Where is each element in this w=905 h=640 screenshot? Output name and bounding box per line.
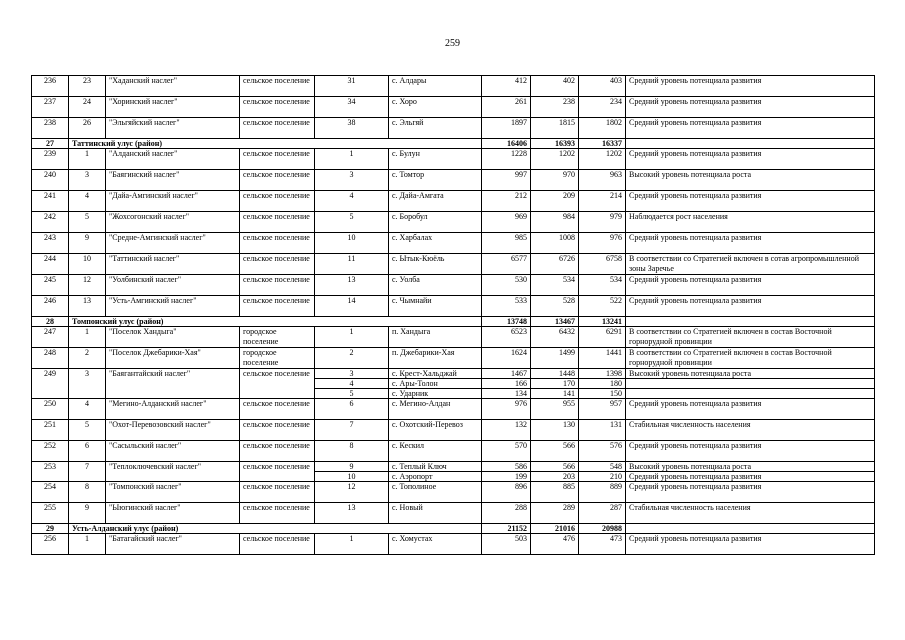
- row-number: 251: [32, 420, 69, 441]
- note: Средний уровень потенциала развития: [626, 118, 875, 139]
- settlement-code: 6: [315, 399, 389, 420]
- value-2: 970: [531, 170, 579, 191]
- value-3: 210: [579, 472, 626, 482]
- row-number: 250: [32, 399, 69, 420]
- value-1: 412: [482, 76, 531, 97]
- municipality-name: "Баягантайский наслег": [106, 369, 240, 399]
- value-1: 212: [482, 191, 531, 212]
- row-number: 237: [32, 97, 69, 118]
- note: Средний уровень потенциала развития: [626, 482, 875, 503]
- value-3: 214: [579, 191, 626, 212]
- value-3: 234: [579, 97, 626, 118]
- settlement-name: с. Хоро: [389, 97, 482, 118]
- settlement-code: 34: [315, 97, 389, 118]
- value-1: 969: [482, 212, 531, 233]
- settlement-code: 2: [315, 348, 389, 369]
- note: Средний уровень потенциала развития: [626, 399, 875, 420]
- municipality-name: "Батагайский наслег": [106, 534, 240, 555]
- municipality-type: сельское поселение: [240, 399, 315, 420]
- value-3: 534: [579, 275, 626, 296]
- value-1: 166: [482, 379, 531, 389]
- settlements-table: [31, 75, 875, 555]
- municipality-type: сельское поселение: [240, 97, 315, 118]
- table-row: [32, 420, 875, 441]
- value-3: 473: [579, 534, 626, 555]
- group-title: Таттинский улус (район): [69, 139, 482, 149]
- value-1: 896: [482, 482, 531, 503]
- settlement-name: с. Дайа-Амгата: [389, 191, 482, 212]
- value-1: 586: [482, 462, 531, 472]
- value-3: 522: [579, 296, 626, 317]
- municipality-name: "Баягинский наслег": [106, 170, 240, 191]
- settlement-name: с. Алдары: [389, 76, 482, 97]
- table-row: [32, 503, 875, 524]
- table-row: [32, 254, 875, 275]
- municipality-type: сельское поселение: [240, 254, 315, 275]
- municipality-type: сельское поселение: [240, 482, 315, 503]
- value-3: 979: [579, 212, 626, 233]
- local-number: 12: [69, 275, 106, 296]
- value-3: 1202: [579, 149, 626, 170]
- municipality-name: "Мегино-Алданский наслег": [106, 399, 240, 420]
- value-3: 287: [579, 503, 626, 524]
- settlement-code: 14: [315, 296, 389, 317]
- municipality-name: "Сасыльский наслег": [106, 441, 240, 462]
- settlement-code: 1: [315, 327, 389, 348]
- value-1: 530: [482, 275, 531, 296]
- value-1: 13748: [482, 317, 531, 327]
- note: Средний уровень потенциала развития: [626, 472, 875, 482]
- municipality-type: сельское поселение: [240, 275, 315, 296]
- settlement-name: п. Джебарики-Хая: [389, 348, 482, 369]
- row-number: 256: [32, 534, 69, 555]
- local-number: 23: [69, 76, 106, 97]
- value-3: 150: [579, 389, 626, 399]
- settlement-code: 4: [315, 191, 389, 212]
- group-row: [32, 317, 875, 327]
- municipality-type: городское поселение: [240, 348, 315, 369]
- municipality-name: "Дайа-Амгинский наслег": [106, 191, 240, 212]
- value-1: 533: [482, 296, 531, 317]
- settlement-code: 1: [315, 534, 389, 555]
- note: Средний уровень потенциала развития: [626, 441, 875, 462]
- value-1: 134: [482, 389, 531, 399]
- value-2: 955: [531, 399, 579, 420]
- local-number: 6: [69, 441, 106, 462]
- row-number: 245: [32, 275, 69, 296]
- settlement-code: 7: [315, 420, 389, 441]
- municipality-type: сельское поселение: [240, 503, 315, 524]
- row-number: 244: [32, 254, 69, 275]
- value-1: 261: [482, 97, 531, 118]
- value-3: 1398: [579, 369, 626, 379]
- value-1: 997: [482, 170, 531, 191]
- value-1: 6523: [482, 327, 531, 348]
- table-row: [32, 233, 875, 254]
- value-2: 1448: [531, 369, 579, 379]
- value-3: 957: [579, 399, 626, 420]
- value-2: 566: [531, 462, 579, 472]
- settlement-code: 5: [315, 212, 389, 233]
- group-title: Усть-Алданский улус (район): [69, 524, 482, 534]
- row-number: 241: [32, 191, 69, 212]
- settlement-code: 1: [315, 149, 389, 170]
- note-cell: [626, 524, 875, 534]
- municipality-type: сельское поселение: [240, 170, 315, 191]
- value-3: 576: [579, 441, 626, 462]
- settlement-code: 10: [315, 233, 389, 254]
- local-number: 1: [69, 327, 106, 348]
- group-row: [32, 524, 875, 534]
- value-1: 21152: [482, 524, 531, 534]
- note: В соответствии со Стратегией включен в сотав агропромышленной зоны Заречье: [626, 254, 875, 275]
- value-2: 289: [531, 503, 579, 524]
- settlement-code: 38: [315, 118, 389, 139]
- municipality-name: "Средне-Амгинский наслег": [106, 233, 240, 254]
- settlement-code: 31: [315, 76, 389, 97]
- settlement-name: с. Теплый Ключ: [389, 462, 482, 472]
- table-row: [32, 482, 875, 503]
- row-number: 242: [32, 212, 69, 233]
- value-3: 13241: [579, 317, 626, 327]
- group-number: 27: [32, 139, 69, 149]
- note: Средний уровень потенциала развития: [626, 534, 875, 555]
- local-number: 5: [69, 212, 106, 233]
- value-2: 141: [531, 389, 579, 399]
- municipality-type: сельское поселение: [240, 420, 315, 441]
- settlement-name: с. Чымнайи: [389, 296, 482, 317]
- group-number: 28: [32, 317, 69, 327]
- municipality-name: "Жохсогонский наслег": [106, 212, 240, 233]
- note-cell: [626, 317, 875, 327]
- value-1: 132: [482, 420, 531, 441]
- row-number: 247: [32, 327, 69, 348]
- municipality-type: сельское поселение: [240, 296, 315, 317]
- value-1: 6577: [482, 254, 531, 275]
- value-1: 1624: [482, 348, 531, 369]
- row-number: 254: [32, 482, 69, 503]
- value-2: 566: [531, 441, 579, 462]
- local-number: 26: [69, 118, 106, 139]
- municipality-type: городское поселение: [240, 327, 315, 348]
- municipality-name: "Хоринский наслег": [106, 97, 240, 118]
- settlement-name: с. Новый: [389, 503, 482, 524]
- municipality-name: "Поселок Хандыга": [106, 327, 240, 348]
- local-number: 4: [69, 191, 106, 212]
- value-2: 16393: [531, 139, 579, 149]
- value-2: 13467: [531, 317, 579, 327]
- settlement-name: с. Уолба: [389, 275, 482, 296]
- table-row: [32, 76, 875, 97]
- note: Средний уровень потенциала развития: [626, 191, 875, 212]
- note: Средний уровень потенциала развития: [626, 97, 875, 118]
- municipality-name: "Алданский наслег": [106, 149, 240, 170]
- value-3: 889: [579, 482, 626, 503]
- note: В соответствии со Стратегией включен в состав Восточной горнорудной провинции: [626, 327, 875, 348]
- settlement-code: 4: [315, 379, 389, 389]
- table-row: [32, 296, 875, 317]
- note: [626, 389, 875, 399]
- row-number: 249: [32, 369, 69, 399]
- local-number: 13: [69, 296, 106, 317]
- value-1: 199: [482, 472, 531, 482]
- municipality-name: "Поселок Джебарики-Хая": [106, 348, 240, 369]
- row-number: 246: [32, 296, 69, 317]
- settlement-code: 3: [315, 170, 389, 191]
- local-number: 9: [69, 503, 106, 524]
- local-number: 1: [69, 534, 106, 555]
- row-number: 236: [32, 76, 69, 97]
- settlement-code: 13: [315, 503, 389, 524]
- settlement-code: 10: [315, 472, 389, 482]
- settlement-code: 13: [315, 275, 389, 296]
- value-1: 1228: [482, 149, 531, 170]
- value-2: 984: [531, 212, 579, 233]
- local-number: 2: [69, 348, 106, 369]
- local-number: 3: [69, 369, 106, 399]
- value-2: 885: [531, 482, 579, 503]
- value-3: 20988: [579, 524, 626, 534]
- row-number: 252: [32, 441, 69, 462]
- settlement-code: 3: [315, 369, 389, 379]
- settlement-name: с. Мегино-Алдан: [389, 399, 482, 420]
- municipality-name: "Хаданский наслег": [106, 76, 240, 97]
- settlement-code: 9: [315, 462, 389, 472]
- row-number: 239: [32, 149, 69, 170]
- value-3: 131: [579, 420, 626, 441]
- settlement-name: с. Ары-Толон: [389, 379, 482, 389]
- value-3: 548: [579, 462, 626, 472]
- value-3: 6291: [579, 327, 626, 348]
- table-row: [32, 118, 875, 139]
- table-row: [32, 462, 875, 472]
- value-3: 180: [579, 379, 626, 389]
- row-number: 238: [32, 118, 69, 139]
- value-1: 288: [482, 503, 531, 524]
- value-1: 985: [482, 233, 531, 254]
- settlement-name: с. Хомустах: [389, 534, 482, 555]
- table-row: [32, 534, 875, 555]
- settlement-name: п. Хандыга: [389, 327, 482, 348]
- settlement-name: с. Кескил: [389, 441, 482, 462]
- note: Стабильная численность населения: [626, 503, 875, 524]
- note: Средний уровень потенциала развития: [626, 275, 875, 296]
- municipality-name: "Усть-Амгинский наслег": [106, 296, 240, 317]
- value-2: 528: [531, 296, 579, 317]
- value-1: 1467: [482, 369, 531, 379]
- municipality-type: сельское поселение: [240, 462, 315, 482]
- value-1: 570: [482, 441, 531, 462]
- value-2: 476: [531, 534, 579, 555]
- table-row: [32, 170, 875, 191]
- row-number: 243: [32, 233, 69, 254]
- value-2: 1202: [531, 149, 579, 170]
- municipality-type: сельское поселение: [240, 212, 315, 233]
- note: Средний уровень потенциала развития: [626, 76, 875, 97]
- local-number: 8: [69, 482, 106, 503]
- settlement-code: 8: [315, 441, 389, 462]
- value-1: 503: [482, 534, 531, 555]
- local-number: 1: [69, 149, 106, 170]
- note: Наблюдается рост населения: [626, 212, 875, 233]
- value-2: 1815: [531, 118, 579, 139]
- value-2: 6726: [531, 254, 579, 275]
- municipality-type: сельское поселение: [240, 76, 315, 97]
- settlement-name: с. Крест-Хальджай: [389, 369, 482, 379]
- table-row: [32, 212, 875, 233]
- group-number: 29: [32, 524, 69, 534]
- note: Средний уровень потенциала развития: [626, 296, 875, 317]
- value-2: 130: [531, 420, 579, 441]
- settlement-name: с. Боробул: [389, 212, 482, 233]
- value-1: 976: [482, 399, 531, 420]
- table-row: [32, 348, 875, 369]
- municipality-type: сельское поселение: [240, 369, 315, 399]
- municipality-name: "Томпонский наслег": [106, 482, 240, 503]
- value-3: 6758: [579, 254, 626, 275]
- note: Средний уровень потенциала развития: [626, 149, 875, 170]
- settlement-code: 12: [315, 482, 389, 503]
- row-number: 255: [32, 503, 69, 524]
- page-number: 259: [445, 38, 460, 49]
- table-row: [32, 97, 875, 118]
- table-row: [32, 191, 875, 212]
- note: Высокий уровень потенциала роста: [626, 170, 875, 191]
- municipality-name: "Теплоключевский наслег": [106, 462, 240, 482]
- table-row: [32, 275, 875, 296]
- value-2: 6432: [531, 327, 579, 348]
- table-row: [32, 441, 875, 462]
- note: Высокий уровень потенциала роста: [626, 369, 875, 379]
- value-3: 16337: [579, 139, 626, 149]
- value-2: 170: [531, 379, 579, 389]
- settlement-code: 5: [315, 389, 389, 399]
- value-3: 1802: [579, 118, 626, 139]
- settlement-name: с. Томтор: [389, 170, 482, 191]
- municipality-type: сельское поселение: [240, 191, 315, 212]
- note-cell: [626, 139, 875, 149]
- settlement-name: с. Ытык-Кюёль: [389, 254, 482, 275]
- value-3: 963: [579, 170, 626, 191]
- settlement-name: с. Аэропорт: [389, 472, 482, 482]
- row-number: 240: [32, 170, 69, 191]
- note: Высокий уровень потенциала роста: [626, 462, 875, 472]
- municipality-name: "Таттинский наслег": [106, 254, 240, 275]
- value-3: 1441: [579, 348, 626, 369]
- row-number: 248: [32, 348, 69, 369]
- municipality-type: сельское поселение: [240, 534, 315, 555]
- local-number: 3: [69, 170, 106, 191]
- settlement-name: с. Ударник: [389, 389, 482, 399]
- value-2: 238: [531, 97, 579, 118]
- local-number: 5: [69, 420, 106, 441]
- local-number: 7: [69, 462, 106, 482]
- value-3: 403: [579, 76, 626, 97]
- local-number: 9: [69, 233, 106, 254]
- municipality-type: сельское поселение: [240, 118, 315, 139]
- value-2: 402: [531, 76, 579, 97]
- value-2: 534: [531, 275, 579, 296]
- table-row: [32, 399, 875, 420]
- local-number: 10: [69, 254, 106, 275]
- value-2: 203: [531, 472, 579, 482]
- value-1: 1897: [482, 118, 531, 139]
- local-number: 24: [69, 97, 106, 118]
- value-2: 21016: [531, 524, 579, 534]
- settlement-name: с. Тополиное: [389, 482, 482, 503]
- group-row: [32, 139, 875, 149]
- value-3: 976: [579, 233, 626, 254]
- municipality-name: "Уолбинский наслег": [106, 275, 240, 296]
- table-row: [32, 327, 875, 348]
- note: [626, 379, 875, 389]
- municipality-name: "Ыюгинский наслег": [106, 503, 240, 524]
- note: В соответствии со Стратегией включен в состав Восточной горнорудной провинции: [626, 348, 875, 369]
- settlement-code: 11: [315, 254, 389, 275]
- settlement-name: с. Харбалах: [389, 233, 482, 254]
- table-row: [32, 369, 875, 379]
- value-2: 1499: [531, 348, 579, 369]
- municipality-type: сельское поселение: [240, 149, 315, 170]
- municipality-name: "Охот-Перевозовский наслег": [106, 420, 240, 441]
- settlement-name: с. Эльгяй: [389, 118, 482, 139]
- table-row: [32, 149, 875, 170]
- municipality-type: сельское поселение: [240, 233, 315, 254]
- local-number: 4: [69, 399, 106, 420]
- value-2: 209: [531, 191, 579, 212]
- value-2: 1008: [531, 233, 579, 254]
- settlement-name: с. Охотский-Перевоз: [389, 420, 482, 441]
- row-number: 253: [32, 462, 69, 482]
- municipality-type: сельское поселение: [240, 441, 315, 462]
- note: Средний уровень потенциала развития: [626, 233, 875, 254]
- municipality-name: "Эльгяйский наслег": [106, 118, 240, 139]
- value-1: 16406: [482, 139, 531, 149]
- note: Стабильная численность населения: [626, 420, 875, 441]
- group-title: Томпонский улус (район): [69, 317, 482, 327]
- settlement-name: с. Булун: [389, 149, 482, 170]
